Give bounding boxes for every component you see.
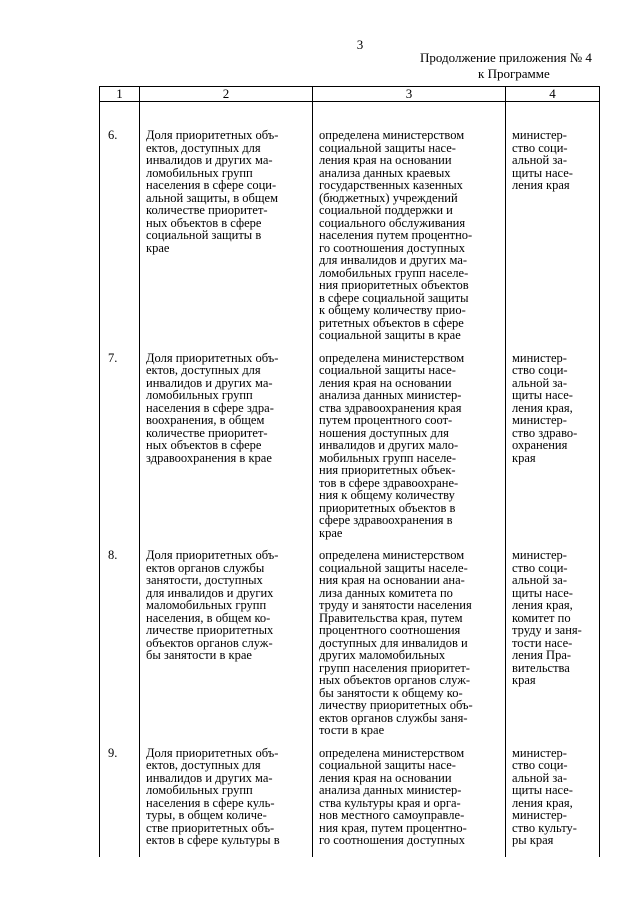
method-text: определена министерством социальной защиты населе- ния края на основании ана- лиза данных комитета по труду и занятости населения Правительства края, путем процентного соотношения доступных для инвалидов и других маломобильных групп населения приоритет- ных объектов органов служ- бы занятости к общему ко- личеству приоритетных объ- ектов органов службы заня- тости в крае xyxy=(319,548,473,737)
row-number-text: 9. xyxy=(108,745,118,760)
page-number: 3 xyxy=(356,37,364,52)
row-number-text: 6. xyxy=(108,128,118,142)
method-cell xyxy=(313,352,506,550)
indicators-table xyxy=(99,86,600,857)
method-text: определена министерством социальной защиты насе- ления края на основании анализа данных министер- ства здравоохранения края путем процентного соот- ношения доступных для инвалидов и других мало- мобильных групп населе- ния приоритетных объек- тов в сфере здравоохране- ния к общему количеству приоритетных объектов в сфере здравоохранения в крае xyxy=(319,350,465,540)
responsible-cell xyxy=(506,747,600,857)
table-row xyxy=(100,352,600,550)
responsible-text: министер- ство соци- альной за- щиты насе- ления края, министер- ство здраво- охранения края xyxy=(512,350,578,465)
responsible-cell xyxy=(506,102,600,352)
indicator-cell xyxy=(140,352,313,550)
table-row xyxy=(100,747,600,857)
method-cell xyxy=(313,102,506,352)
responsible-cell xyxy=(506,352,600,550)
column-header-3: 3 xyxy=(313,87,506,102)
indicator-text: Доля приоритетных объ- ектов, доступных для инвалидов и других ма- ломобильных групп населения в сфере куль- туры, в общем количе- стве приоритетных объ- ектов в сфере культуры в xyxy=(146,745,280,847)
responsible-text: министер- ство соци- альной за- щиты насе- ления края xyxy=(512,128,573,192)
responsible-text: министер- ство соци- альной за- щиты насе- ления края, комитет по труду и заня- тости насе- ления Пра- вительства края xyxy=(512,548,582,687)
indicator-cell xyxy=(140,747,313,857)
appendix-note-line2: к Программе xyxy=(478,66,550,81)
method-text: определена министерством социальной защиты насе- ления края на основании анализа данных министер- ства культуры края и орга- нов местного самоуправле- ния края, путем процентно- го соотношения доступных xyxy=(319,745,467,847)
table-row xyxy=(100,102,600,352)
appendix-note-line1: Продолжение приложения № 4 xyxy=(420,50,592,65)
responsible-cell xyxy=(506,549,600,747)
indicator-cell xyxy=(140,549,313,747)
table-row xyxy=(100,549,600,747)
indicator-cell xyxy=(140,102,313,352)
indicator-text: Доля приоритетных объ- ектов, доступных для инвалидов и других ма- ломобильных групп населения в сфере соци- альной защиты, в общем количестве приоритет- ных объектов в сфере социальной защиты в крае xyxy=(146,128,279,255)
table-header-row xyxy=(100,87,600,102)
column-header-4: 4 xyxy=(506,87,600,102)
row-number xyxy=(100,352,140,550)
row-number-text: 7. xyxy=(108,350,118,365)
indicator-text: Доля приоритетных объ- ектов органов службы занятости, доступных для инвалидов и других маломобильных групп населения, в общем ко- личестве приоритетных объектов органов служ- бы занятости в крае xyxy=(146,548,279,662)
method-text: определена министерством социальной защиты насе- ления края на основании анализа данных краевых государственных казенных (бюджетных) учреждений социальной поддержки и социального обслуживания населения путем процентно- го соотношения доступных для инвалидов и других ма- ломобильных групп населе- ния приоритетных объектов в сфере социальной защиты к общему количеству прио- ритетных объектов в сфере социальной защиты в крае xyxy=(319,128,473,342)
row-number-text: 8. xyxy=(108,548,118,562)
row-number xyxy=(100,549,140,747)
method-cell xyxy=(313,549,506,747)
appendix-note xyxy=(420,50,592,82)
row-number xyxy=(100,102,140,352)
row-number xyxy=(100,747,140,857)
column-header-1: 1 xyxy=(100,87,140,102)
indicator-text: Доля приоритетных объ- ектов, доступных для инвалидов и других ма- ломобильных групп населения в сфере здра- воохранения, в общем количестве приоритет- ных объектов в сфере здравоохранения в крае xyxy=(146,350,279,465)
column-header-2: 2 xyxy=(140,87,313,102)
responsible-text: министер- ство соци- альной за- щиты насе- ления края, министер- ство культу- ры края xyxy=(512,745,577,847)
method-cell xyxy=(313,747,506,857)
